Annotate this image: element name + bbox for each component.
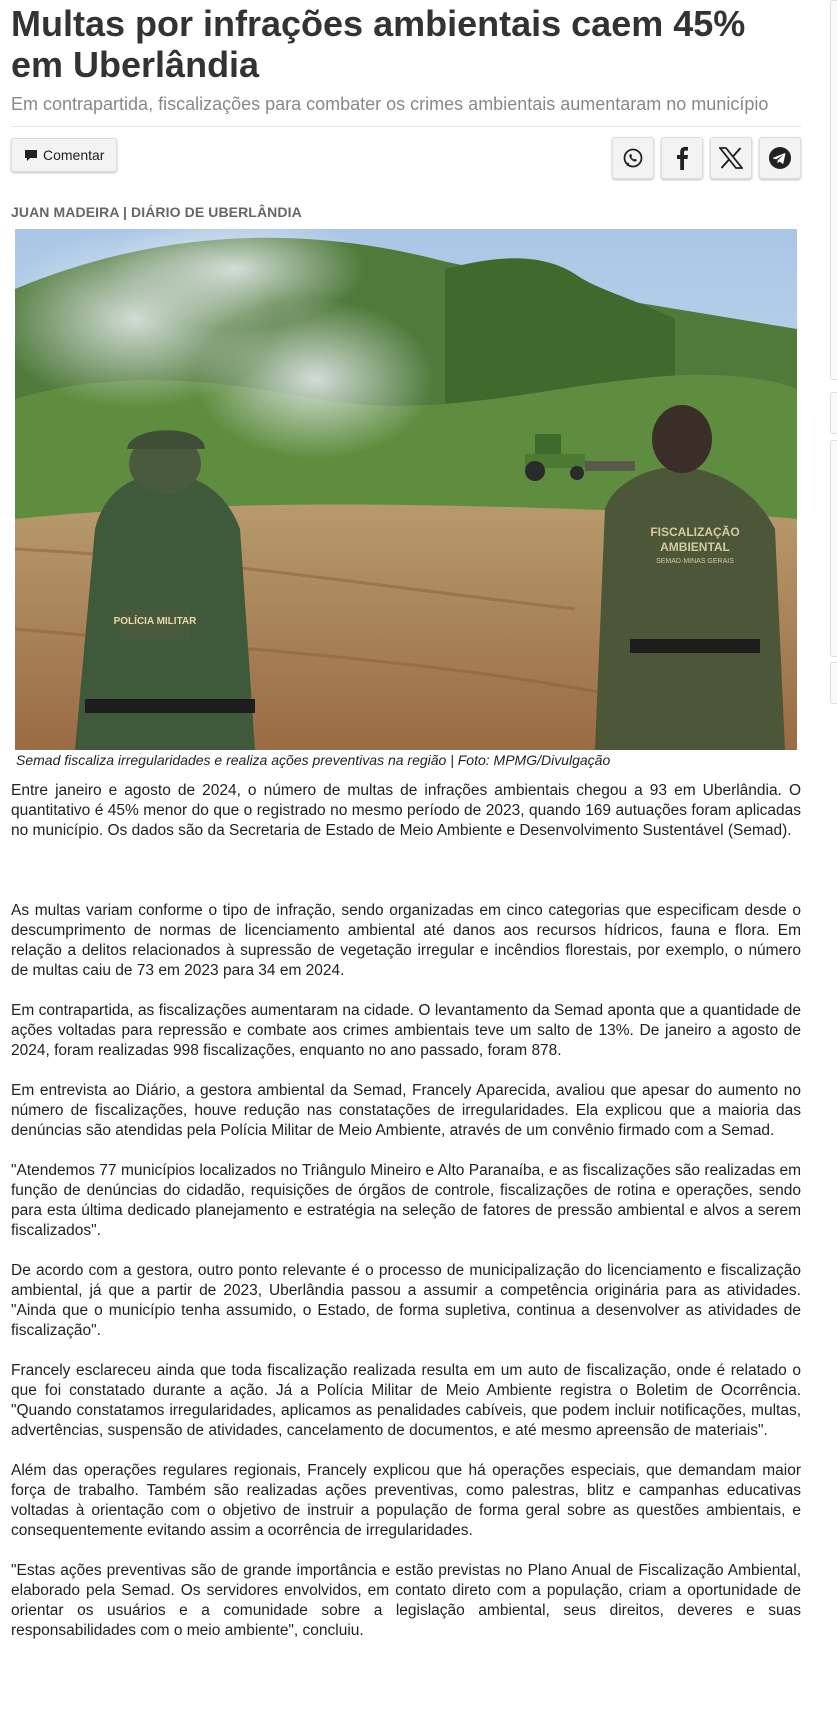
comment-button-label: Comentar <box>43 147 105 163</box>
comment-icon <box>24 149 38 162</box>
paragraph: Francely esclareceu ainda que toda fiscalização realizada resulta em um auto de fiscalização, onde é relatado o que foi constatado durante a ação. Já a Polícia Militar de Meio Ambiente registra o Boletim de Ocorrência. "Quando constatamos irregularidades, aplicamos as penalidades cabíveis, que podem incluir notificações, multas, advertências, suspensão de atividades, cancelamento de documentos, e até mesmo apreensão de materiais". <box>11 1362 801 1439</box>
paragraph: De acordo com a gestora, outro ponto relevante é o processo de municipalização do licenciamento e fiscalização ambiental, já que a partir de 2023, Uberlândia passou a assumir a competência originária para as atividades. "Ainda que o município tenha assumido, o Estado, de forma supletiva, continua a desenvolver as atividades de fiscalização". <box>11 1262 801 1339</box>
share-buttons <box>612 137 801 179</box>
article-photo <box>15 229 797 750</box>
article-body <box>11 781 801 1641</box>
paragraph: Além das operações regulares regionais, Francely explicou que há operações especiais, que demandam maior força de trabalho. Também são realizadas ações preventivas, como palestras, blitz e campanhas educativas voltadas à orientação com o objetivo de instruir a população de forma geral sobre as questões ambientais, e consequentemente evitando assim a ocorrência de irregularidades. <box>11 1462 801 1539</box>
article-actions <box>11 137 801 187</box>
byline: JUAN MADEIRA | DIÁRIO DE UBERLÂNDIA <box>11 204 302 220</box>
paragraph: As multas variam conforme o tipo de infração, sendo organizadas em cinco categorias que especificam desde o descumprimento de normas de licenciamento ambiental até danos aos recursos hídricos, fauna e flora. Em relação a delitos relacionados à supressão de vegetação irregular e incêndios florestais, por exemplo, o número de multas caiu de 73 em 2023 para 34 em 2024. <box>11 902 801 979</box>
divider <box>11 126 801 127</box>
telegram-icon <box>768 146 792 170</box>
paragraph: Entre janeiro e agosto de 2024, o número de multas de infrações ambientais chegou a 93 em Uberlândia. O quantitativo é 45% menor do que o registrado no mesmo período de 2023, quando 169 autuações foram aplicadas no município. Os dados são da Secretaria de Estado de Meio Ambiente e Desenvolvimento Sustentável (Semad). <box>11 782 801 839</box>
sidebar-edge-panel <box>830 0 837 380</box>
sidebar-edge-panel <box>830 662 837 704</box>
photo-caption: Semad fiscaliza irregularidades e realiza ações preventivas na região | Foto: MPMG/Divulgação <box>16 752 611 768</box>
share-whatsapp-button[interactable] <box>612 137 654 179</box>
article-subtitle: Em contrapartida, fiscalizações para combater os crimes ambientais aumentaram no município <box>11 94 769 114</box>
x-icon <box>719 147 743 169</box>
right-vest-text-1: FISCALIZAÇÃO <box>650 525 740 539</box>
facebook-icon <box>675 146 689 170</box>
paragraph: Em contrapartida, as fiscalizações aumentaram na cidade. O levantamento da Semad aponta que a quantidade de ações voltadas para repressão e combate aos crimes ambientais teve um salto de 13%. De janeiro a agosto de 2024, foram realizadas 998 fiscalizações, enquanto no ano passado, foram 878. <box>11 1002 801 1059</box>
right-vest-text-3: SEMAD·MINAS GERAIS <box>656 558 734 565</box>
paragraph: "Atendemos 77 municípios localizados no Triângulo Mineiro e Alto Paranaíba, e as fiscalizações são realizadas em função de denúncias do cidadão, requisições de órgãos de controle, fiscalizações de rotina e operações, sendo para esta última dedicado planejamento e estratégia na seleção de fatores de pressão ambiental e alvos a serem fiscalizados". <box>11 1162 801 1239</box>
comment-button[interactable] <box>11 138 117 172</box>
left-vest-text: POLÍCIA MILITAR <box>113 616 197 627</box>
share-x-button[interactable] <box>710 137 752 179</box>
article <box>11 0 801 1661</box>
right-vest-text-2: AMBIENTAL <box>660 540 730 554</box>
paragraph: Em entrevista ao Diário, a gestora ambiental da Semad, Francely Aparecida, avaliou que apesar do aumento no número de fiscalizações, houve redução nas constatações de irregularidades. Ela explicou que a maioria das denúncias são atendidas pela Polícia Militar de Meio Ambiente, através de um convênio firmado com a Semad. <box>11 1082 801 1139</box>
sidebar-edge-panel <box>830 440 837 657</box>
sidebar-edge-panel <box>830 392 837 434</box>
paragraph: "Estas ações preventivas são de grande importância e estão previstas no Plano Anual de Fiscalização Ambiental, elaborado pela Semad. Os servidores envolvidos, em contato direto com a população, criam a oportunidade de orientar os usuários e a comunidade sobre a legislação ambiental, seus direitos, deveres e suas responsabilidades com o meio ambiente", concluiu. <box>11 1562 801 1639</box>
whatsapp-icon <box>622 147 644 169</box>
photo-illustration <box>15 229 797 750</box>
article-title: Multas por infrações ambientais caem 45% em Uberlândia <box>11 3 746 85</box>
share-facebook-button[interactable] <box>661 137 703 179</box>
share-telegram-button[interactable] <box>759 137 801 179</box>
